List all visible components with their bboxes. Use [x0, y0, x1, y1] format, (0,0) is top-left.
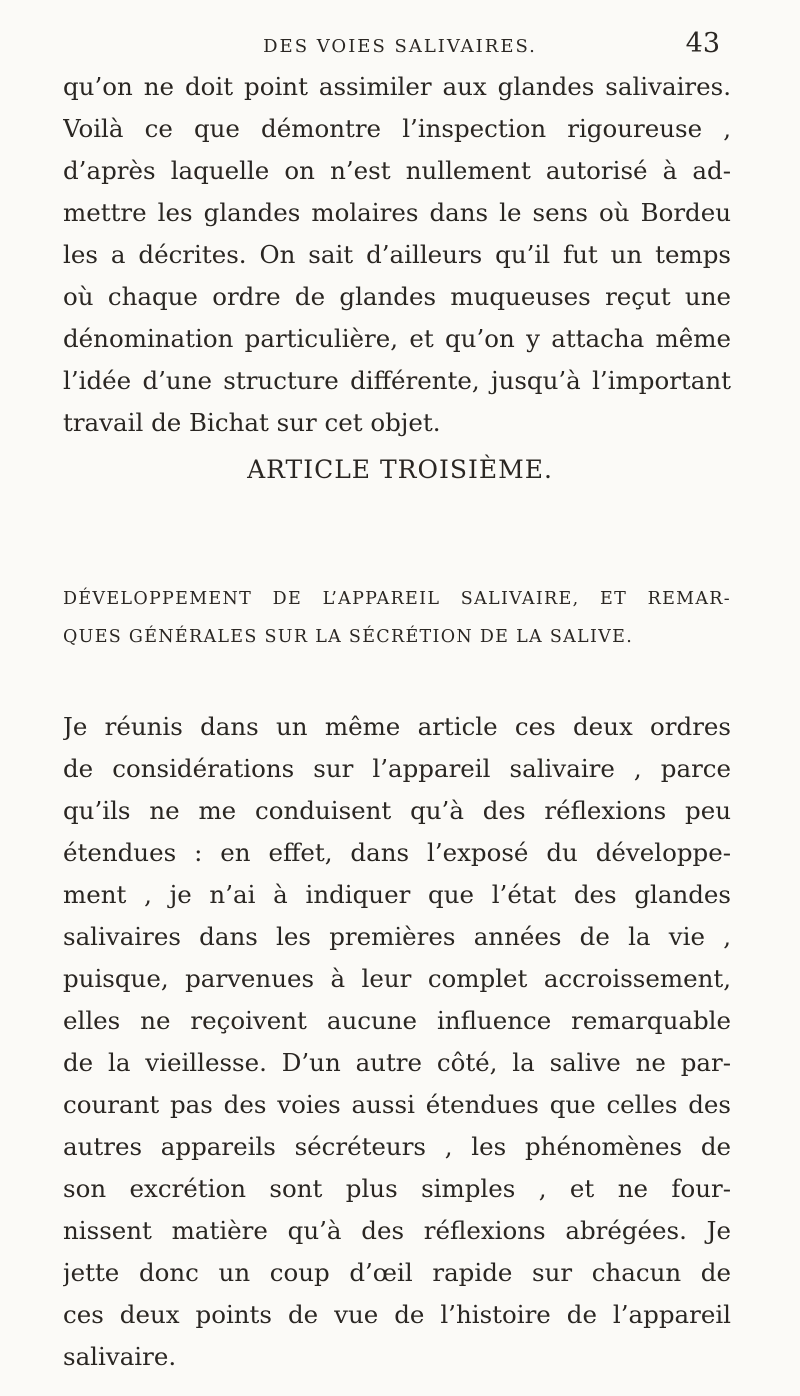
- text-line: puisque, parvenues à leur complet accroissement,: [63, 964, 731, 993]
- text-line: les a décrites. On sait d’ailleurs qu’il fut un temps: [63, 240, 731, 269]
- text-line: mettre les glandes molaires dans le sens où Bordeu: [63, 198, 731, 227]
- text-line: qu’on ne doit point assimiler aux glandes salivaires.: [63, 72, 731, 101]
- subheading-line: QUES GÉNÉRALES SUR LA SÉCRÉTION DE LA SALIVE.: [63, 627, 634, 647]
- paragraph-2: [63, 706, 731, 1378]
- text-line: nissent matière qu’à des réflexions abrégées. Je: [63, 1216, 731, 1245]
- text-line: qu’ils ne me conduisent qu’à des réflexions peu: [63, 796, 731, 825]
- text-line: salivaire.: [63, 1342, 177, 1371]
- paragraph-1: [63, 66, 731, 444]
- running-head: [0, 26, 800, 66]
- text-line: Je réunis dans un même article ces deux ordres: [63, 712, 731, 741]
- section-subheading: [63, 580, 731, 656]
- text-line: jette donc un coup d’œil rapide sur chacun de: [63, 1258, 731, 1287]
- text-line: ces deux points de vue de l’histoire de l’appareil: [63, 1300, 731, 1329]
- running-title: DES VOIES SALIVAIRES.: [263, 36, 537, 57]
- text-line: étendues : en effet, dans l’exposé du développe-: [63, 838, 731, 867]
- text-line: salivaires dans les premières années de la vie ,: [63, 922, 731, 951]
- text-line: courant pas des voies aussi étendues que celles des: [63, 1090, 731, 1119]
- text-line: de la vieillesse. D’un autre côté, la salive ne par-: [63, 1048, 731, 1077]
- text-line: travail de Bichat sur cet objet.: [63, 408, 441, 437]
- subheading-line: DÉVELOPPEMENT DE L’APPAREIL SALIVAIRE, ET REMAR-: [63, 589, 731, 609]
- text-line: ment , je n’ai à indiquer que l’état des glandes: [63, 880, 731, 909]
- text-line: elles ne reçoivent aucune influence remarquable: [63, 1006, 731, 1035]
- text-line: d’après laquelle on n’est nullement autorisé à ad-: [63, 156, 731, 185]
- text-line: dénomination particulière, et qu’on y attacha même: [63, 324, 731, 353]
- text-line: son excrétion sont plus simples , et ne four-: [63, 1174, 731, 1203]
- text-line: l’idée d’une structure différente, jusqu’à l’important: [63, 366, 731, 395]
- text-line: autres appareils sécréteurs , les phénomènes de: [63, 1132, 731, 1161]
- article-heading: ARTICLE TROISIÈME.: [247, 455, 553, 484]
- text-line: où chaque ordre de glandes muqueuses reçut une: [63, 282, 731, 311]
- text-line: de considérations sur l’appareil salivaire , parce: [63, 754, 731, 783]
- page-number: 43: [685, 28, 720, 59]
- text-line: Voilà ce que démontre l’inspection rigoureuse ,: [63, 114, 731, 143]
